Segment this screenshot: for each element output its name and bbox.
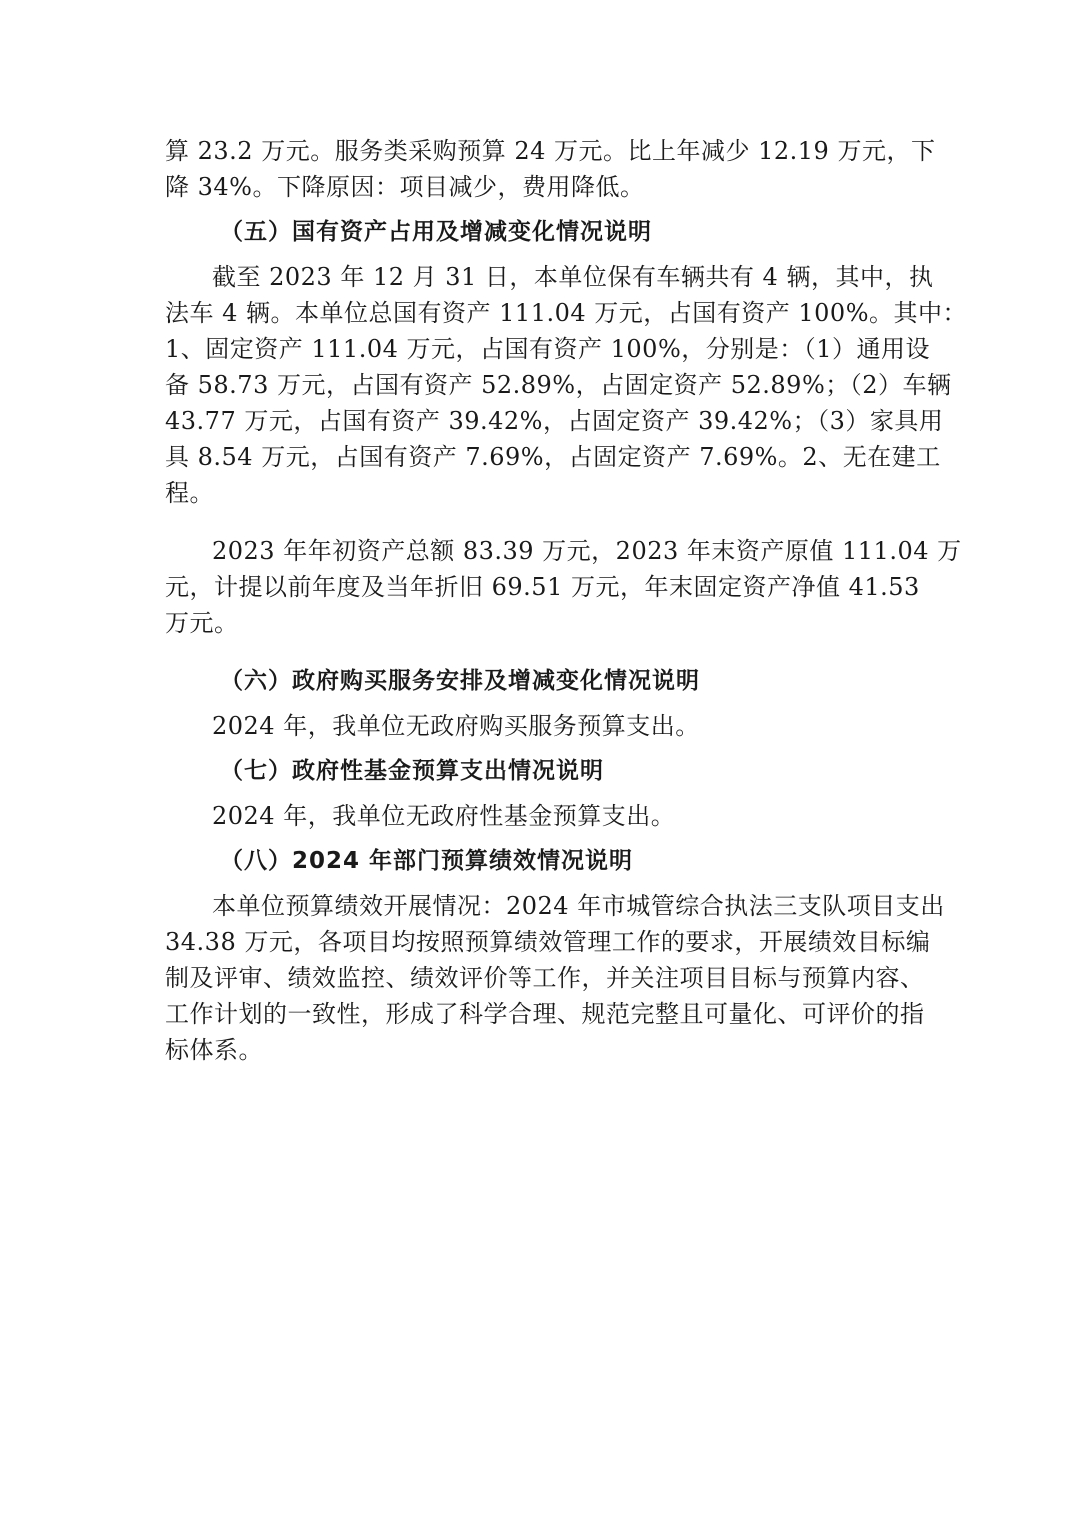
text-line: 标体系。 [165, 1036, 263, 1064]
text-line: 工作计划的一致性，形成了科学合理、规范完整且可量化、可评价的指 [165, 1000, 925, 1028]
text-line: 截至 2023 年 12 月 31 日，本单位保有车辆共有 4 辆，其中，执 [212, 263, 934, 291]
text-line: 算 23.2 万元。服务类采购预算 24 万元。比上年减少 12.19 万元，下 [165, 137, 936, 165]
text-line: 1、固定资产 111.04 万元，占国有资产 100%，分别是：（1）通用设 [165, 335, 931, 363]
text-line: 具 8.54 万元，占国有资产 7.69%，占固定资产 7.69%。2、无在建工 [165, 443, 941, 471]
text-line: 制及评审、绩效监控、绩效评价等工作，并关注项目目标与预算内容、 [165, 964, 925, 992]
text-line: 法车 4 辆。本单位总国有资产 111.04 万元，占国有资产 100%。其中： [165, 299, 968, 327]
paragraph-government-fund: 2024 年，我单位无政府性基金预算支出。 [212, 802, 676, 830]
paragraph-government-services: 2024 年，我单位无政府购买服务预算支出。 [212, 712, 700, 740]
paragraph-performance [165, 888, 945, 1068]
document-page [165, 133, 968, 1068]
paragraph-asset-totals [165, 533, 962, 641]
text-line: 34.38 万元，各项目均按照预算绩效管理工作的要求，开展绩效目标编 [165, 928, 931, 956]
text-line: 程。 [165, 479, 214, 507]
section-heading-6: （六）政府购买服务安排及增减变化情况说明 [220, 668, 700, 694]
section-heading-7: （七）政府性基金预算支出情况说明 [220, 758, 604, 784]
text-line: 元，计提以前年度及当年折旧 69.51 万元，年末固定资产净值 41.53 [165, 573, 920, 601]
text-line: 本单位预算绩效开展情况：2024 年市城管综合执法三支队项目支出 [212, 892, 945, 920]
text-line: 43.77 万元，占国有资产 39.42%，占固定资产 39.42%；（3）家具用 [165, 407, 944, 435]
section-heading-8: （八）2024 年部门预算绩效情况说明 [220, 848, 634, 874]
paragraph-procurement [165, 133, 936, 205]
text-line: 2023 年年初资产总额 83.39 万元，2023 年末资产原值 111.04 万 [212, 537, 962, 565]
text-line: 降 34%。下降原因：项目减少，费用降低。 [165, 173, 645, 201]
section-heading-5: （五）国有资产占用及增减变化情况说明 [220, 219, 652, 245]
paragraph-assets [165, 259, 968, 511]
text-line: 备 58.73 万元，占国有资产 52.89%，占固定资产 52.89%；（2）车辆 [165, 371, 952, 399]
text-line: 万元。 [165, 609, 239, 637]
